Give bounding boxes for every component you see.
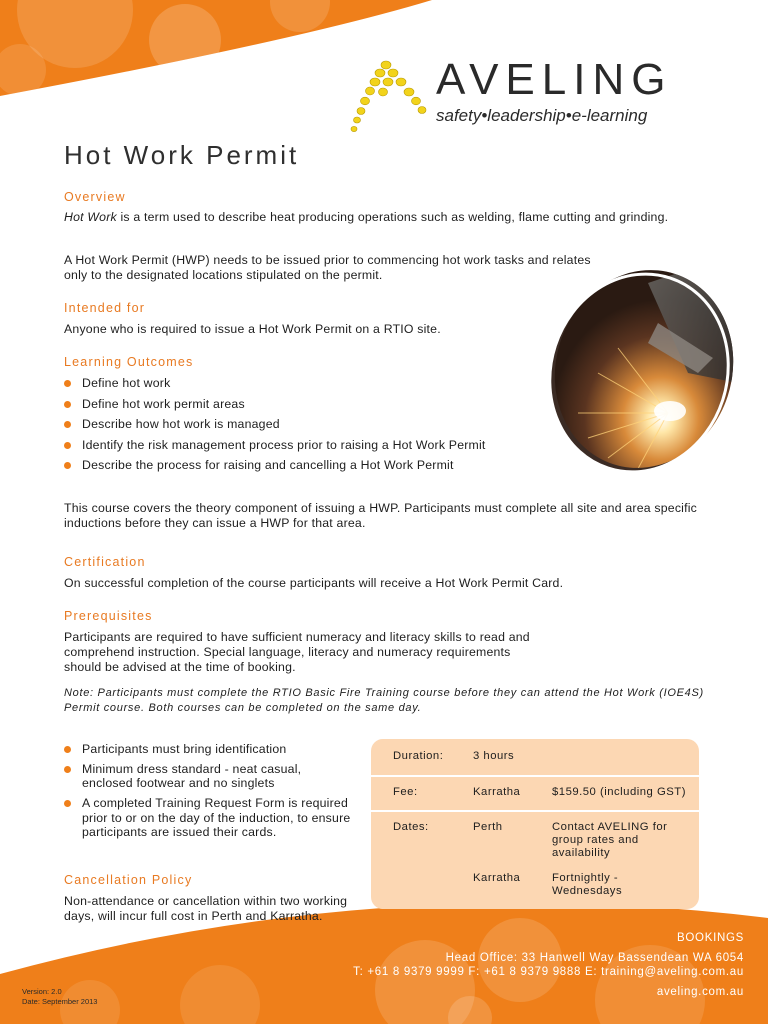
list-item: A completed Training Request Form is required prior to or on the day of the induction, to ensure participants are issued their cards. (64, 796, 354, 839)
bullet-icon (64, 800, 71, 807)
outcomes-heading: Learning Outcomes (64, 355, 194, 369)
bullet-icon (64, 401, 71, 408)
bullet-icon (64, 442, 71, 449)
hot-work-term: Hot Work (64, 210, 117, 224)
prerequisites-heading: Prerequisites (64, 609, 153, 623)
dates-location-karratha: Karratha (473, 872, 521, 884)
bookings-label: BOOKINGS (677, 932, 744, 944)
aveling-logo-icon (350, 58, 436, 136)
outcomes-list (64, 376, 544, 473)
list-item: Describe how hot work is managed (64, 417, 544, 431)
certification-heading: Certification (64, 555, 146, 569)
cancellation-text: Non-attendance or cancellation within two working days, will incur full cost in Perth and Karratha. (64, 894, 348, 923)
list-item: Minimum dress standard - neat casual, enclosed footwear and no singlets (64, 762, 354, 791)
duration-label: Duration: (393, 750, 444, 762)
dates-detail-karratha: Fortnightly - Wednesdays (552, 872, 623, 898)
contact-details: T: +61 8 9379 9999 F: +61 8 9379 9888 E: training@aveling.com.au (353, 966, 744, 978)
list-item: Identify the risk management process prior to raising a Hot Work Permit (64, 438, 544, 452)
list-item: Define hot work (64, 376, 544, 390)
bullet-icon (64, 380, 71, 387)
cancellation-heading: Cancellation Policy (64, 873, 193, 887)
brand-tagline: safety•leadership•e-learning (436, 106, 648, 125)
welding-photo (538, 263, 736, 479)
head-office-address: Head Office: 33 Hanwell Way Bassendean WA 6054 (445, 952, 744, 964)
overview-heading: Overview (64, 190, 126, 204)
fee-value: $159.50 (including GST) (552, 786, 686, 798)
fee-label: Fee: (393, 786, 418, 798)
dates-location-perth: Perth (473, 821, 503, 833)
overview-paragraph-2: A Hot Work Permit (HWP) needs to be issued prior to commencing hot work tasks and relates only to the designated locations stipulated on the permit. (64, 253, 591, 282)
bullet-icon (64, 421, 71, 428)
intended-text: Anyone who is required to issue a Hot Work Permit on a RTIO site. (64, 322, 441, 336)
bullet-icon (64, 746, 71, 753)
bullet-icon (64, 766, 71, 773)
aveling-logo-text: AVELING (436, 55, 673, 104)
intended-heading: Intended for (64, 301, 146, 315)
info-divider (371, 775, 699, 777)
page-title: Hot Work Permit (64, 140, 300, 170)
list-item: Participants must bring identification (64, 742, 354, 756)
version-text: Version: 2.0 (22, 987, 62, 996)
website-link[interactable]: aveling.com.au (656, 986, 744, 998)
note-text: Note: Participants must complete the RTIO Basic Fire Training course before they can attend the Hot Work (IOE4S) Permit course. Both courses can be completed on the same day. (64, 687, 704, 714)
info-divider (371, 810, 699, 812)
list-item: Define hot work permit areas (64, 397, 544, 411)
course-coverage-text: This course covers the theory component of issuing a HWP. Participants must complete all site and area specific inductions before they can issue a HWP for that area. (64, 501, 698, 530)
overview-paragraph-1-rest: is a term used to describe heat producing operations such as welding, flame cutting and grinding. (116, 210, 669, 224)
duration-value: 3 hours (473, 750, 515, 762)
date-text: Date: September 2013 (22, 997, 98, 1006)
bullet-icon (64, 462, 71, 469)
list-item: Describe the process for raising and cancelling a Hot Work Permit (64, 458, 544, 472)
prerequisites-text: Participants are required to have sufficient numeracy and literacy skills to read and comprehend instruction. Special language, literacy and numeracy requirements should be advised at the time of booking. (64, 630, 530, 674)
course-info-box (371, 739, 699, 909)
dates-detail-perth: Contact AVELING for group rates and availability (552, 821, 668, 860)
certification-text: On successful completion of the course participants will receive a Hot Work Permit Card. (64, 576, 564, 590)
dates-label: Dates: (393, 821, 429, 833)
requirements-list (64, 742, 354, 839)
overview-paragraph-1 (64, 210, 704, 225)
fee-location: Karratha (473, 786, 521, 798)
